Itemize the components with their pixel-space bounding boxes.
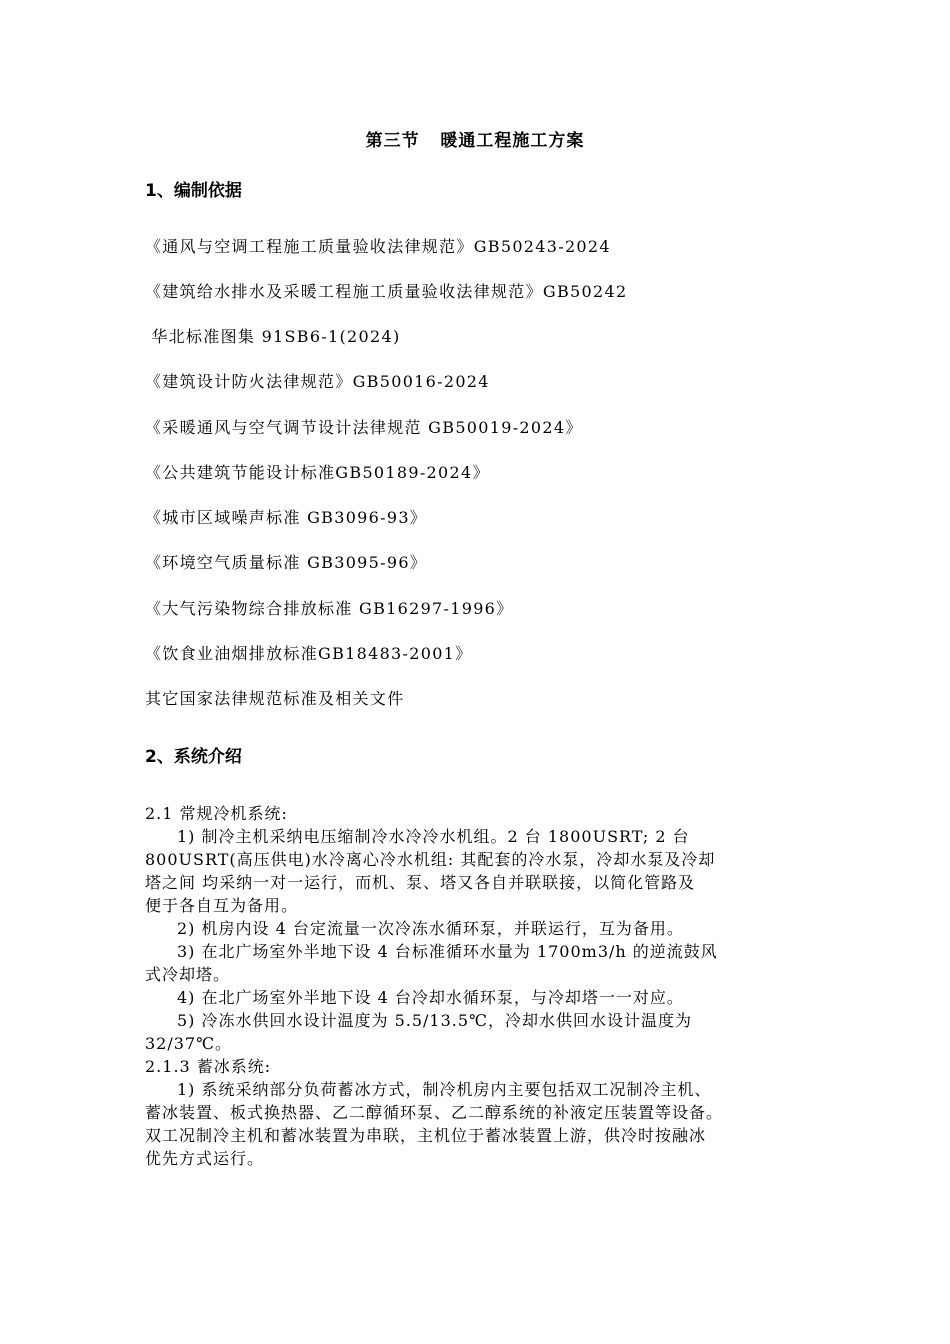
paragraph-line: 2) 机房内设 4 台定流量一次冷冻水循环泵，并联运行，互为备用。 — [177, 919, 684, 938]
section-heading-system: 2、系统介绍 — [145, 747, 242, 767]
paragraph-line: 塔之间 均采纳一对一运行，而机、泵、塔又各自并联联接，以简化管路及 — [145, 873, 696, 892]
reference-item: 《大气污染物综合排放标准 GB16297-1996》 — [145, 599, 514, 618]
reference-item: 《饮食业油烟排放标准GB18483-2001》 — [145, 644, 473, 663]
paragraph-line: 1) 系统采纳部分负荷蓄冰方式，制冷机房内主要包括双工况制冷主机、 — [177, 1080, 712, 1099]
reference-item: 《环境空气质量标准 GB3095-96》 — [145, 553, 428, 572]
reference-item: 《采暖通风与空气调节设计法律规范 GB50019-2024》 — [145, 418, 583, 437]
reference-item: 《城市区域噪声标准 GB3096-93》 — [145, 508, 428, 527]
reference-item: 其它国家法律规范标准及相关文件 — [145, 689, 405, 708]
paragraph-line: 双工况制冷主机和蓄冰装置为串联，主机位于蓄冰装置上游，供冷时按融冰 — [145, 1126, 707, 1145]
paragraph-line: 1) 制冷主机采纳电压缩制冷水冷冷水机组。2 台 1800USRT; 2 台 — [177, 827, 690, 846]
reference-item: 华北标准图集 91SB6-1(2024) — [145, 327, 401, 346]
system-description — [145, 802, 825, 1170]
subsection-title: 2.1.3 蓄冰系统: — [145, 1057, 272, 1076]
paragraph-line: 优先方式运行。 — [145, 1149, 265, 1168]
reference-item: 《公共建筑节能设计标准GB50189-2024》 — [145, 463, 490, 482]
paragraph-line: 便于各自互为备用。 — [145, 896, 299, 915]
reference-item: 《建筑设计防火法律规范》GB50016-2024 — [145, 372, 490, 391]
paragraph-line: 4) 在北广场室外半地下设 4 台冷却水循环泵，与冷却塔一一对应。 — [177, 988, 684, 1007]
subsection-title: 2.1 常规冷机系统: — [145, 804, 288, 823]
page-title: 第三节 暖通工程施工方案 — [365, 131, 585, 151]
paragraph-line: 蓄冰装置、板式换热器、乙二醇循环泵、乙二醇系统的补液定压装置等设备。 — [145, 1103, 724, 1122]
paragraph-line: 32/37℃。 — [145, 1034, 233, 1053]
paragraph-line: 800USRT(高压供电)水冷离心冷水机组: 其配套的冷水泵，冷却水泵及冷却 — [145, 850, 716, 869]
section-heading-basis: 1、编制依据 — [145, 181, 242, 201]
paragraph-line: 式冷却塔。 — [145, 965, 231, 984]
paragraph-line: 3) 在北广场室外半地下设 4 台标准循环水量为 1700m3/h 的逆流鼓风 — [177, 942, 718, 961]
paragraph-line: 5) 冷冻水供回水设计温度为 5.5/13.5℃，冷却水供回水设计温度为 — [177, 1011, 692, 1030]
reference-item: 《建筑给水排水及采暖工程施工质量验收法律规范》GB50242 — [145, 282, 628, 301]
reference-item: 《通风与空调工程施工质量验收法律规范》GB50243-2024 — [145, 237, 611, 256]
